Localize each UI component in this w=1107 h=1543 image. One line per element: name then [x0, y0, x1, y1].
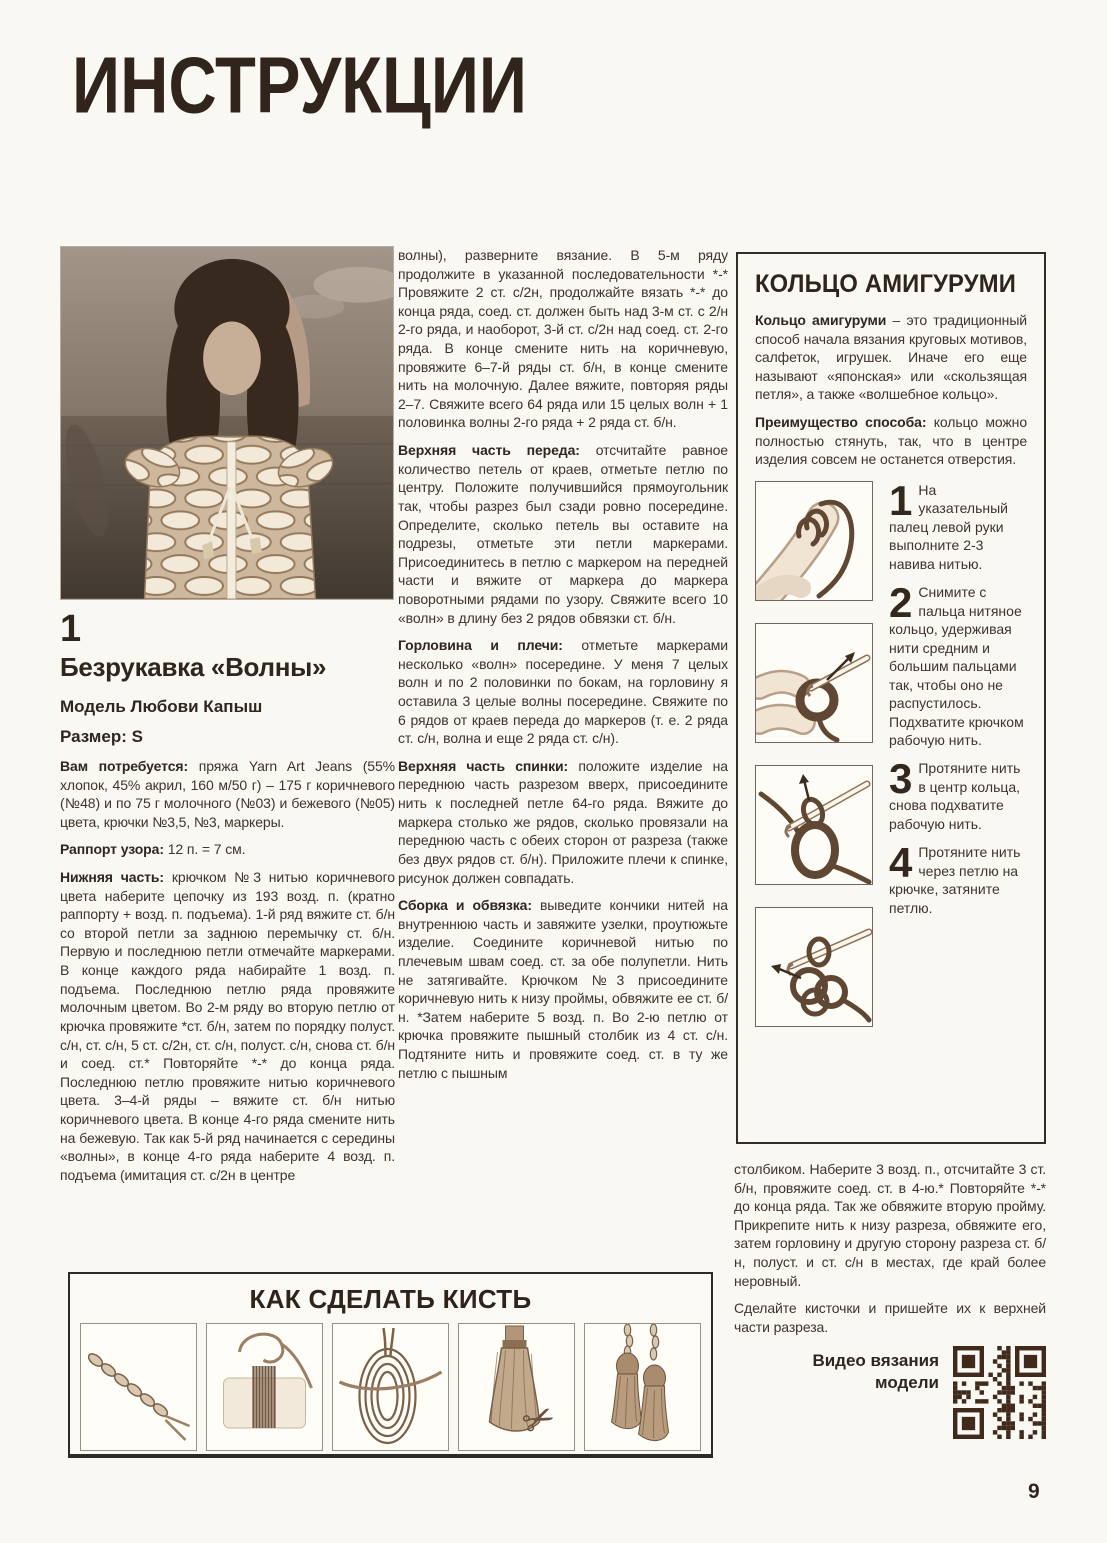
- step-4: [889, 839, 1027, 917]
- step-4-number: 4: [889, 839, 913, 887]
- tassel-box-title: КАК СДЕЛАТЬ КИСТЬ: [249, 1284, 532, 1314]
- pattern-title: Безрукавка «Волны»: [60, 652, 327, 682]
- pattern-size: Размер: S: [60, 727, 143, 746]
- lower-part-paragraph: Нижняя часть: крючком №3 нитью коричневого цвета наберите цепочку из 193 возд. п. (кратно раппорту + возд. п. подъема). 1-й ряд вяжите ст. б/н со второй петли за заднюю перемычку ст. б/н. Первую и последнюю петли отмечайте маркерами. В конце каждого ряда набирайте 1 возд. п. подъема. Последнюю петлю ряда провяжите молочным цветом. Во 2-м ряду во вторую петлю от крючка провяжите *ст. б/н, затем по порядку полуст. с/н, ст. с/н, 5 ст. с/2н, ст. с/н, полуст. с/н, снова ст. б/н и соед. ст.* Повторяйте *-* до конца ряда. Последнюю петлю провяжите нитью коричневого цвета. 3–4-й ряды – вяжите ст. б/н нитью коричневого цвета. В конце 4-го ряда смените нить на бежевую. Так как 5-й ряд начинается с середины «волны», в конце 4-го ряда наберите 4 возд. п. подъема (имитация ст. с/2н в центре: [60, 869, 395, 1183]
- step-4-text: Протяните нить через петлю на крючке, затяните петлю.: [889, 844, 1021, 916]
- continuation-paragraph: волны), разверните вязание. В 5-м ряду продолжите в указанной последовательности *-* Провяжите 2 ст. с/2н, продолжайте вязать *-* до конца ряда, соед. ст. должен быть над 3-м ст. с 2/н 2-го ряда, и наоборот, 3-й ст. с/2н над соед. ст. 2-го ряда. В конце смените нить на коричневую, провяжите 6–7-й ряды ст. б/н, в конце смените нить на молочную. Далее вяжите, повторяя ряды 2–7. Свяжите всего 64 ряда или 15 целых волн + 1 половинка волны 2-го ряда + 2 ряда ст. б/н.: [398, 247, 728, 431]
- content-column-right-bottom: [734, 1160, 1046, 1439]
- finishing-paragraph: Сборка и обвязка: выведите кончики нитей на внутреннюю часть и завяжите узелки, проутюжьте изделие. Соедините коричневой нитью по плечевым швам соед. ст. за обе полупетли. Нить не затягивайте. Крючком №3 присоедините коричневую нить к низу проймы, обвяжите ее ст. б/н. *Затем наберите 5 возд. п. Во 2-ю петлю от крючка провяжите пышный столбик из 4 ст. с/н. Подтяните нить и провяжите соед. ст. в ту же петлю с пышным: [398, 897, 728, 1081]
- step-3-number: 3: [889, 755, 913, 803]
- amigurumi-advantage-paragraph: Преимущество способа: кольцо можно полностью стянуть, так, что в центре изделия совсем не останется отверстия.: [755, 414, 1028, 468]
- tassel-panels: [80, 1323, 701, 1451]
- gauge-paragraph: Раппорт узора: 12 п. = 7 см.: [60, 841, 246, 858]
- video-row: [734, 1346, 1046, 1439]
- step-4-image: [755, 907, 873, 1027]
- step-2: [889, 579, 1027, 749]
- front-top-paragraph: Верхняя часть переда: отсчитайте равное количество петель от краев, отметьте петлю по центру. Положите получившийся прямоугольник так, чтобы разрез был сзади ровно посередине. Определите, сколько петель вы оставите на подрезы, отметьте эти петли маркерами. Присоединитесь в петлю с маркером на передней части и вяжите от маркера до маркера поворотными рядами по узору. Свяжите всего 10 «волн» в длину без 2 рядов обвязки ст. б/н.: [398, 442, 728, 626]
- model-photo-illustration: [61, 247, 393, 599]
- amigurumi-intro-paragraph: Кольцо амигуруми – это традиционный способ начала вязания круговых мотивов, салфеток, игрушек. Иначе его еще называют «японская» или «скользящая петля», а также «волшебное кольцо».: [755, 312, 1028, 403]
- step-2-text: Снимите с пальца нитяное кольцо, удерживая нити средним и большим пальцами так, чтобы оно не распустилось. Подхватите крючком рабочую нить.: [889, 584, 1024, 748]
- tassel-step-yarn-coil: [332, 1323, 449, 1451]
- gauge-label: Раппорт узора:: [60, 841, 164, 858]
- content-column-middle: [398, 246, 728, 1091]
- pattern-number: 1: [60, 608, 82, 650]
- step-2-image: [755, 623, 873, 743]
- tassel-howto-box: [68, 1272, 713, 1458]
- model-photo: [60, 246, 394, 600]
- page-title: ИНСТРУКЦИИ: [72, 41, 528, 131]
- svg-text:✂: ✂: [515, 1393, 563, 1447]
- materials-paragraph: Вам потребуется: пряжа Yarn Art Jeans (55% хлопок, 45% акрил, 160 м/50 г) – 175 г коричневого (№48) и по 75 г молочного (№03) и бежевого (№05) цвета, крючки №3,5, №3, маркеры.: [60, 758, 395, 830]
- tassels-note-paragraph: Сделайте кисточки и пришейте их к верхней части разреза.: [734, 1300, 1046, 1335]
- tassel-step-twisted-cord: [80, 1323, 197, 1451]
- amigurumi-steps: [755, 476, 1027, 1047]
- qr-code: [953, 1346, 1046, 1439]
- content-column-left: [60, 610, 395, 1193]
- tassel-step-cut-scissors: [458, 1323, 575, 1451]
- amigurumi-step-images: [755, 481, 873, 1049]
- pattern-byline: Модель Любови Капыш: [60, 697, 263, 716]
- armhole-edging-paragraph: столбиком. Наберите 3 возд. п., отсчитайте 3 ст. б/н, провяжите соед. ст. в 4-ю.* Повторяйте *-* до конца ряда. Так же обвяжите вторую пройму. Прикрепите нить к низу разреза, обвяжите его, затем горловину и другую сторону разреза ст. б/н, полуст. и ст. с/н в местах, где край более неровный.: [734, 1161, 1046, 1289]
- lower-part-label: Нижняя часть:: [60, 869, 164, 886]
- step-3: [889, 755, 1027, 833]
- step-3-text: Протяните нить в центр кольца, снова подхватите рабочую нить.: [889, 760, 1021, 832]
- step-1: [889, 476, 1027, 573]
- step-2-number: 2: [889, 579, 913, 627]
- step-1-text: На указательный палец левой руки выполните 2-3 навива нитью.: [889, 481, 1008, 572]
- page-number: 9: [1028, 1480, 1040, 1503]
- neckline-paragraph: Горловина и плечи: отметьте маркерами несколько «волн» посередине. У меня 7 целых волн и по 2 половинки по бокам, на горловину я оставила 3 целые волны посередине. Свяжите по 6 рядов от краев переда до маркеров (т. е. 2 ряда ст. с/н, волна и еще 2 ряда ст. с/н).: [398, 637, 728, 747]
- back-top-paragraph: Верхняя часть спинки: положите изделие на переднюю часть разрезом вверх, присоедините нить к последней петле 64-го ряда. Вяжите до маркера столько же рядов, сколько провязали на переднюю часть с обеих сторон от разреза (также без двух рядов ст. б/н). Приложите плечи к спинке, рисунок должен совпадать.: [398, 757, 728, 886]
- step-3-image: [755, 765, 873, 885]
- tassel-step-wrap-card: [206, 1323, 323, 1451]
- amigurumi-box-title: КОЛЬЦО АМИГУРУМИ: [755, 270, 1016, 298]
- amigurumi-step-texts: [889, 476, 1027, 927]
- amigurumi-ring-box: [736, 252, 1046, 1144]
- step-1-number: 1: [889, 476, 913, 524]
- tassel-step-finished-tassels: [584, 1323, 701, 1451]
- materials-label: Вам потребуется:: [60, 758, 189, 774]
- video-caption: Видео вязания модели: [812, 1351, 939, 1392]
- step-1-image: [755, 481, 873, 601]
